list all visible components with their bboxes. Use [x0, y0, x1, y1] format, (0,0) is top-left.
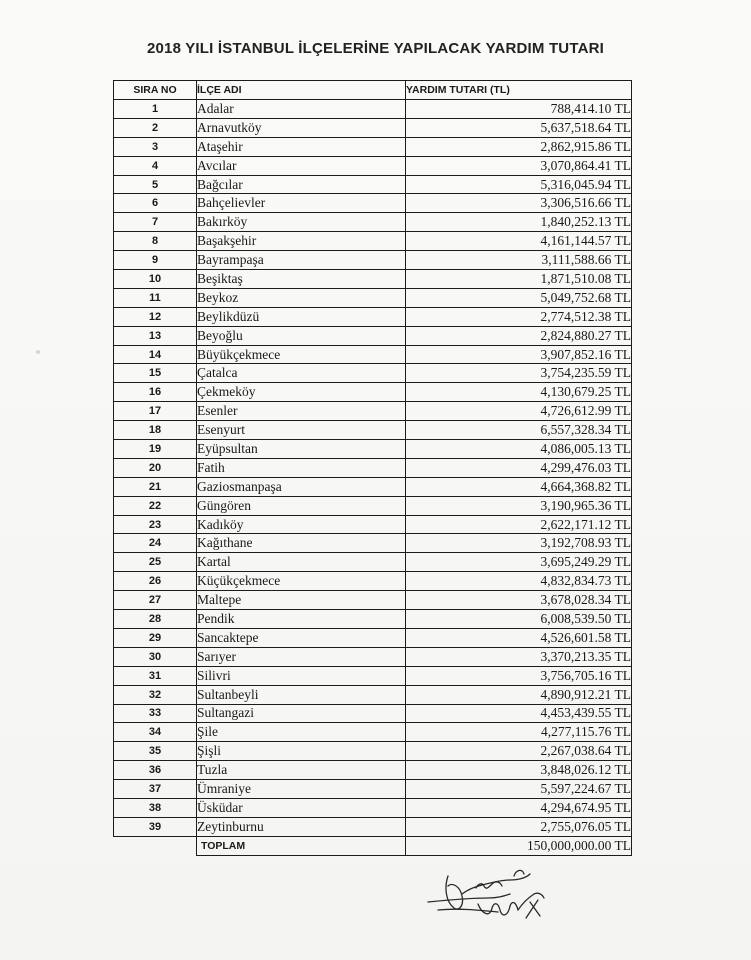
district-name: Maltepe — [197, 591, 406, 610]
aid-amount: 4,294,674.95 TL — [406, 798, 632, 817]
table-row — [114, 610, 632, 629]
district-name: Adalar — [197, 100, 406, 119]
aid-amount: 2,755,076.05 TL — [406, 817, 632, 836]
aid-amount: 2,774,512.38 TL — [406, 307, 632, 326]
table-row — [114, 364, 632, 383]
row-number: 30 — [114, 647, 197, 666]
district-name: Esenler — [197, 402, 406, 421]
table-row — [114, 496, 632, 515]
aid-amount: 1,871,510.08 TL — [406, 270, 632, 289]
table-row — [114, 817, 632, 836]
row-number: 9 — [114, 251, 197, 270]
district-name: Çekmeköy — [197, 383, 406, 402]
table-row — [114, 288, 632, 307]
aid-amount: 3,678,028.34 TL — [406, 591, 632, 610]
row-number: 39 — [114, 817, 197, 836]
row-number: 19 — [114, 440, 197, 459]
row-number: 1 — [114, 100, 197, 119]
total-row — [114, 836, 632, 855]
table-row — [114, 591, 632, 610]
aid-amount: 3,111,588.66 TL — [406, 251, 632, 270]
row-number: 5 — [114, 175, 197, 194]
table-row — [114, 477, 632, 496]
row-number: 22 — [114, 496, 197, 515]
row-number: 10 — [114, 270, 197, 289]
table-row — [114, 458, 632, 477]
row-number: 7 — [114, 213, 197, 232]
aid-amount: 3,695,249.29 TL — [406, 553, 632, 572]
aid-amount: 2,622,171.12 TL — [406, 515, 632, 534]
aid-amount: 3,190,965.36 TL — [406, 496, 632, 515]
table-row — [114, 270, 632, 289]
row-number: 32 — [114, 685, 197, 704]
table-body — [114, 100, 632, 856]
aid-amount: 3,370,213.35 TL — [406, 647, 632, 666]
district-name: Sultangazi — [197, 704, 406, 723]
aid-amount: 5,597,224.67 TL — [406, 780, 632, 799]
table-row — [114, 326, 632, 345]
table-row — [114, 402, 632, 421]
aid-amount: 788,414.10 TL — [406, 100, 632, 119]
district-name: Sancaktepe — [197, 628, 406, 647]
row-number: 21 — [114, 477, 197, 496]
district-name: Esenyurt — [197, 421, 406, 440]
aid-amount: 1,840,252.13 TL — [406, 213, 632, 232]
district-name: Avcılar — [197, 156, 406, 175]
table-row — [114, 232, 632, 251]
row-number: 13 — [114, 326, 197, 345]
aid-amount: 4,526,601.58 TL — [406, 628, 632, 647]
district-name: Beykoz — [197, 288, 406, 307]
row-number: 27 — [114, 591, 197, 610]
table-row — [114, 421, 632, 440]
table-row — [114, 798, 632, 817]
row-number: 12 — [114, 307, 197, 326]
table-row — [114, 534, 632, 553]
table-row — [114, 761, 632, 780]
district-name: Bayrampaşa — [197, 251, 406, 270]
document-title: 2018 YILI İSTANBUL İLÇELERİNE YAPILACAK YARDIM TUTARI — [146, 40, 605, 57]
row-number: 37 — [114, 780, 197, 799]
aid-amount: 5,316,045.94 TL — [406, 175, 632, 194]
row-number: 17 — [114, 402, 197, 421]
table-row — [114, 383, 632, 402]
district-name: Silivri — [197, 666, 406, 685]
total-blank-cell — [114, 836, 197, 855]
table-row — [114, 213, 632, 232]
table-row — [114, 647, 632, 666]
header-district-name: İLÇE ADI — [197, 81, 406, 100]
district-name: Üsküdar — [197, 798, 406, 817]
table-row — [114, 742, 632, 761]
aid-amount-table — [113, 80, 632, 856]
table-row — [114, 175, 632, 194]
signature-image — [418, 858, 558, 928]
district-name: Gaziosmanpaşa — [197, 477, 406, 496]
row-number: 3 — [114, 137, 197, 156]
table-row — [114, 156, 632, 175]
district-name: Zeytinburnu — [197, 817, 406, 836]
aid-amount: 3,070,864.41 TL — [406, 156, 632, 175]
aid-amount: 2,824,880.27 TL — [406, 326, 632, 345]
table-row — [114, 251, 632, 270]
district-name: Sultanbeyli — [197, 685, 406, 704]
aid-amount: 4,726,612.99 TL — [406, 402, 632, 421]
district-name: Sarıyer — [197, 647, 406, 666]
row-number: 26 — [114, 572, 197, 591]
aid-amount: 3,848,026.12 TL — [406, 761, 632, 780]
aid-amount: 4,277,115.76 TL — [406, 723, 632, 742]
table-row — [114, 628, 632, 647]
row-number: 20 — [114, 458, 197, 477]
district-name: Eyüpsultan — [197, 440, 406, 459]
aid-amount: 3,192,708.93 TL — [406, 534, 632, 553]
district-name: Ataşehir — [197, 137, 406, 156]
district-name: Bahçelievler — [197, 194, 406, 213]
aid-amount: 4,664,368.82 TL — [406, 477, 632, 496]
aid-amount: 3,907,852.16 TL — [406, 345, 632, 364]
district-name: Büyükçekmece — [197, 345, 406, 364]
row-number: 36 — [114, 761, 197, 780]
row-number: 24 — [114, 534, 197, 553]
district-name: Şile — [197, 723, 406, 742]
aid-amount: 3,754,235.59 TL — [406, 364, 632, 383]
table-row — [114, 118, 632, 137]
header-row-number: SIRA NO — [114, 81, 197, 100]
table-row — [114, 723, 632, 742]
table-row — [114, 553, 632, 572]
table-row — [114, 100, 632, 119]
row-number: 6 — [114, 194, 197, 213]
total-label: TOPLAM — [197, 836, 406, 855]
row-number: 15 — [114, 364, 197, 383]
table-row — [114, 440, 632, 459]
row-number: 29 — [114, 628, 197, 647]
aid-amount: 5,049,752.68 TL — [406, 288, 632, 307]
district-name: Beylikdüzü — [197, 307, 406, 326]
table-row — [114, 194, 632, 213]
district-name: Kadıköy — [197, 515, 406, 534]
district-name: Beyoğlu — [197, 326, 406, 345]
district-name: Başakşehir — [197, 232, 406, 251]
table-row — [114, 137, 632, 156]
row-number: 8 — [114, 232, 197, 251]
aid-amount: 6,008,539.50 TL — [406, 610, 632, 629]
aid-amount: 4,453,439.55 TL — [406, 704, 632, 723]
row-number: 34 — [114, 723, 197, 742]
aid-amount: 2,862,915.86 TL — [406, 137, 632, 156]
aid-amount: 4,890,912.21 TL — [406, 685, 632, 704]
district-name: Beşiktaş — [197, 270, 406, 289]
row-number: 33 — [114, 704, 197, 723]
row-number: 14 — [114, 345, 197, 364]
aid-amount: 3,756,705.16 TL — [406, 666, 632, 685]
district-name: Tuzla — [197, 761, 406, 780]
aid-amount: 6,557,328.34 TL — [406, 421, 632, 440]
paper-mark — [36, 350, 40, 354]
row-number: 38 — [114, 798, 197, 817]
aid-amount: 4,299,476.03 TL — [406, 458, 632, 477]
row-number: 18 — [114, 421, 197, 440]
aid-amount: 4,161,144.57 TL — [406, 232, 632, 251]
row-number: 35 — [114, 742, 197, 761]
total-amount: 150,000,000.00 TL — [406, 836, 632, 855]
district-name: Ümraniye — [197, 780, 406, 799]
header-aid-amount: YARDIM TUTARI (TL) — [406, 81, 632, 100]
row-number: 4 — [114, 156, 197, 175]
row-number: 25 — [114, 553, 197, 572]
district-name: Kartal — [197, 553, 406, 572]
aid-amount: 3,306,516.66 TL — [406, 194, 632, 213]
table-header-row — [114, 81, 632, 100]
table-row — [114, 345, 632, 364]
table-row — [114, 685, 632, 704]
row-number: 11 — [114, 288, 197, 307]
table-row — [114, 307, 632, 326]
aid-amount: 4,832,834.73 TL — [406, 572, 632, 591]
table-row — [114, 515, 632, 534]
district-name: Şişli — [197, 742, 406, 761]
district-name: Pendik — [197, 610, 406, 629]
district-name: Arnavutköy — [197, 118, 406, 137]
district-name: Çatalca — [197, 364, 406, 383]
aid-amount: 4,130,679.25 TL — [406, 383, 632, 402]
aid-amount: 5,637,518.64 TL — [406, 118, 632, 137]
table-row — [114, 666, 632, 685]
row-number: 16 — [114, 383, 197, 402]
table-row — [114, 704, 632, 723]
district-name: Fatih — [197, 458, 406, 477]
aid-amount: 4,086,005.13 TL — [406, 440, 632, 459]
table-row — [114, 572, 632, 591]
row-number: 31 — [114, 666, 197, 685]
district-name: Bağcılar — [197, 175, 406, 194]
district-name: Bakırköy — [197, 213, 406, 232]
district-name: Güngören — [197, 496, 406, 515]
district-name: Kağıthane — [197, 534, 406, 553]
table-row — [114, 780, 632, 799]
district-name: Küçükçekmece — [197, 572, 406, 591]
row-number: 28 — [114, 610, 197, 629]
row-number: 2 — [114, 118, 197, 137]
aid-amount: 2,267,038.64 TL — [406, 742, 632, 761]
row-number: 23 — [114, 515, 197, 534]
